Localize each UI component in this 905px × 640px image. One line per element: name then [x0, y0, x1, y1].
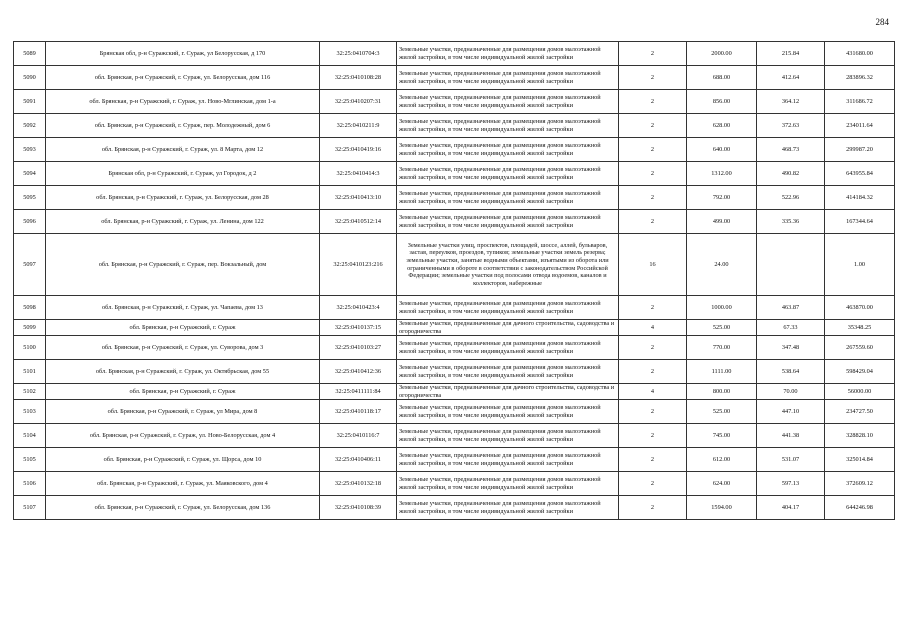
category-cell: 2 — [619, 424, 687, 448]
address-cell: обл. Брянская, р-н Суражский, г. Сураж, пер. Вокзальный, дом — [46, 234, 320, 296]
address-cell: обл. Брянская, р-н Суражский, г. Сураж, ул. Чапаева, дом 13 — [46, 296, 320, 320]
land-use-cell: Земельные участки, предназначенные для размещения домов малоэтажной жилой застройки, в том числе индивидуальной жилой застройки — [397, 360, 619, 384]
row-number: 5090 — [14, 66, 46, 90]
row-number: 5098 — [14, 296, 46, 320]
cadastral-number-cell: 32:25:0410412:36 — [320, 360, 397, 384]
row-number: 5097 — [14, 234, 46, 296]
area-cell: 856.00 — [687, 90, 757, 114]
address-cell: Брянская обл, р-н Суражский, г. Сураж, ул Белорусская, д 170 — [46, 42, 320, 66]
area-cell: 800.00 — [687, 384, 757, 400]
cadastral-value-cell: 311686.72 — [825, 90, 895, 114]
cadastral-value-cell: 598429.04 — [825, 360, 895, 384]
cadastral-value-cell: 644246.98 — [825, 496, 895, 520]
area-cell: 688.00 — [687, 66, 757, 90]
specific-value-cell: 447.10 — [757, 400, 825, 424]
area-cell: 1000.00 — [687, 296, 757, 320]
table-row — [14, 336, 895, 360]
row-number: 5107 — [14, 496, 46, 520]
address-cell: Брянская обл, р-н Суражский, г. Сураж, ул Городок, д 2 — [46, 162, 320, 186]
address-cell: обл. Брянская, р-н Суражский, г. Сураж, пер. Молодежный, дом 6 — [46, 114, 320, 138]
specific-value-cell: 335.36 — [757, 210, 825, 234]
category-cell: 2 — [619, 336, 687, 360]
cadastral-value-cell: 372609.12 — [825, 472, 895, 496]
specific-value-cell: 215.84 — [757, 42, 825, 66]
table-row — [14, 234, 895, 296]
category-cell: 2 — [619, 360, 687, 384]
area-cell: 745.00 — [687, 424, 757, 448]
land-use-cell: Земельные участки, предназначенные для дачного строительства, садоводства и огородничества — [397, 320, 619, 336]
land-use-cell: Земельные участки, предназначенные для размещения домов малоэтажной жилой застройки, в том числе индивидуальной жилой застройки — [397, 424, 619, 448]
address-cell: обл. Брянская, р-н Суражский, г. Сураж, ул. Маяковского, дом 4 — [46, 472, 320, 496]
land-use-cell: Земельные участки, предназначенные для размещения домов малоэтажной жилой застройки, в том числе индивидуальной жилой застройки — [397, 66, 619, 90]
cadastral-number-cell: 32:25:0411111:84 — [320, 384, 397, 400]
address-cell: обл. Брянская, р-н Суражский, г. Сураж, ул. Октябрьская, дом 55 — [46, 360, 320, 384]
land-use-cell: Земельные участки, предназначенные для размещения домов малоэтажной жилой застройки, в том числе индивидуальной жилой застройки — [397, 162, 619, 186]
cadastral-value-cell: 1.00 — [825, 234, 895, 296]
table-row — [14, 384, 895, 400]
area-cell: 525.00 — [687, 320, 757, 336]
specific-value-cell — [757, 234, 825, 296]
category-cell: 2 — [619, 138, 687, 162]
row-number: 5106 — [14, 472, 46, 496]
cadastral-value-cell: 299987.20 — [825, 138, 895, 162]
area-cell: 499.00 — [687, 210, 757, 234]
land-use-cell: Земельные участки, предназначенные для размещения домов малоэтажной жилой застройки, в том числе индивидуальной жилой застройки — [397, 210, 619, 234]
land-use-cell: Земельные участки улиц, проспектов, площадей, шоссе, аллей, бульваров, застав, переулков, проездов, тупиков; земельные участки земель резерва; земельные участки, занятые водными объектами, изъятыми из оборота или ограниченными в обороте в соответствии с законодательством Российской Федерации; земельные участки под полосами отвода водоемов, каналов и коллекторов, набережные — [397, 234, 619, 296]
row-number: 5100 — [14, 336, 46, 360]
land-use-cell: Земельные участки, предназначенные для размещения домов малоэтажной жилой застройки, в том числе индивидуальной жилой застройки — [397, 472, 619, 496]
cadastral-number-cell: 32:25:0410108:28 — [320, 66, 397, 90]
cadastral-value-cell: 56000.00 — [825, 384, 895, 400]
specific-value-cell: 404.17 — [757, 496, 825, 520]
category-cell: 2 — [619, 472, 687, 496]
address-cell: обл. Брянская, р-н Суражский, г. Сураж, ул. Белорусская, дом 116 — [46, 66, 320, 90]
table-row — [14, 424, 895, 448]
specific-value-cell: 468.73 — [757, 138, 825, 162]
address-cell: обл. Брянская, р-н Суражский, г. Сураж, ул. 8 Марта, дом 12 — [46, 138, 320, 162]
land-use-cell: Земельные участки, предназначенные для размещения домов малоэтажной жилой застройки, в том числе индивидуальной жилой застройки — [397, 186, 619, 210]
land-use-cell: Земельные участки, предназначенные для дачного строительства, садоводства и огородничества — [397, 384, 619, 400]
category-cell: 4 — [619, 320, 687, 336]
cadastral-value-cell: 325014.84 — [825, 448, 895, 472]
specific-value-cell: 372.63 — [757, 114, 825, 138]
category-cell: 16 — [619, 234, 687, 296]
category-cell: 2 — [619, 162, 687, 186]
area-cell: 640.00 — [687, 138, 757, 162]
address-cell: обл. Брянская, р-н Суражский, г. Сураж, ул. Белорусская, дом 28 — [46, 186, 320, 210]
cadastral-value-cell: 167344.64 — [825, 210, 895, 234]
area-cell: 1312.00 — [687, 162, 757, 186]
category-cell: 2 — [619, 400, 687, 424]
row-number: 5101 — [14, 360, 46, 384]
category-cell: 2 — [619, 496, 687, 520]
category-cell: 2 — [619, 186, 687, 210]
cadastral-number-cell: 32:25:0410512:14 — [320, 210, 397, 234]
area-cell: 1111.00 — [687, 360, 757, 384]
area-cell: 628.00 — [687, 114, 757, 138]
specific-value-cell: 538.64 — [757, 360, 825, 384]
area-cell: 24.00 — [687, 234, 757, 296]
address-cell: обл. Брянская, р-н Суражский, г. Сураж, ул. Ленина, дом 122 — [46, 210, 320, 234]
cadastral-number-cell: 32:25:0410211:9 — [320, 114, 397, 138]
category-cell: 2 — [619, 66, 687, 90]
address-cell: обл. Брянская, р-н Суражский, г. Сураж, ул. Ново-Мглинская, дом 1-а — [46, 90, 320, 114]
land-use-cell: Земельные участки, предназначенные для размещения домов малоэтажной жилой застройки, в том числе индивидуальной жилой застройки — [397, 138, 619, 162]
table-row — [14, 90, 895, 114]
area-cell: 2000.00 — [687, 42, 757, 66]
address-cell: обл. Брянская, р-н Суражский, г. Сураж, ул. Суворова, дом 3 — [46, 336, 320, 360]
table-row — [14, 138, 895, 162]
page-number: 284 — [875, 17, 889, 27]
table-row — [14, 496, 895, 520]
land-use-cell: Земельные участки, предназначенные для размещения домов малоэтажной жилой застройки, в том числе индивидуальной жилой застройки — [397, 42, 619, 66]
cadastral-value-cell: 234011.64 — [825, 114, 895, 138]
area-cell: 770.00 — [687, 336, 757, 360]
row-number: 5093 — [14, 138, 46, 162]
table-row — [14, 162, 895, 186]
category-cell: 2 — [619, 42, 687, 66]
row-number: 5095 — [14, 186, 46, 210]
specific-value-cell: 364.12 — [757, 90, 825, 114]
specific-value-cell: 522.96 — [757, 186, 825, 210]
cadastral-value-table — [13, 41, 895, 520]
specific-value-cell: 70.00 — [757, 384, 825, 400]
land-use-cell: Земельные участки, предназначенные для размещения домов малоэтажной жилой застройки, в том числе индивидуальной жилой застройки — [397, 400, 619, 424]
address-cell: обл. Брянская, р-н Суражский, г. Сураж, ул Мира, дом 8 — [46, 400, 320, 424]
specific-value-cell: 412.64 — [757, 66, 825, 90]
land-use-cell: Земельные участки, предназначенные для размещения домов малоэтажной жилой застройки, в том числе индивидуальной жилой застройки — [397, 448, 619, 472]
cadastral-value-cell: 328828.10 — [825, 424, 895, 448]
category-cell: 2 — [619, 210, 687, 234]
row-number: 5094 — [14, 162, 46, 186]
specific-value-cell: 463.87 — [757, 296, 825, 320]
cadastral-number-cell: 32:25:0410123:216 — [320, 234, 397, 296]
specific-value-cell: 597.13 — [757, 472, 825, 496]
cadastral-number-cell: 32:25:0410704:3 — [320, 42, 397, 66]
land-use-cell: Земельные участки, предназначенные для размещения домов малоэтажной жилой застройки, в том числе индивидуальной жилой застройки — [397, 90, 619, 114]
specific-value-cell: 347.48 — [757, 336, 825, 360]
category-cell: 2 — [619, 448, 687, 472]
land-use-cell: Земельные участки, предназначенные для размещения домов малоэтажной жилой застройки, в том числе индивидуальной жилой застройки — [397, 114, 619, 138]
cadastral-value-cell: 414184.32 — [825, 186, 895, 210]
address-cell: обл. Брянская, р-н Суражский, г. Сураж — [46, 384, 320, 400]
cadastral-value-cell: 283896.32 — [825, 66, 895, 90]
area-cell: 525.00 — [687, 400, 757, 424]
cadastral-number-cell: 32:25:0410207:31 — [320, 90, 397, 114]
land-use-cell: Земельные участки, предназначенные для размещения домов малоэтажной жилой застройки, в том числе индивидуальной жилой застройки — [397, 496, 619, 520]
cadastral-number-cell: 32:25:0410423:4 — [320, 296, 397, 320]
address-cell: обл. Брянская, р-н Суражский, г. Сураж, ул. Ново-Белорусская, дом 4 — [46, 424, 320, 448]
cadastral-number-cell: 32:25:0410132:18 — [320, 472, 397, 496]
table-row — [14, 472, 895, 496]
land-use-cell: Земельные участки, предназначенные для размещения домов малоэтажной жилой застройки, в том числе индивидуальной жилой застройки — [397, 296, 619, 320]
cadastral-number-cell: 32:25:0410419:16 — [320, 138, 397, 162]
address-cell: обл. Брянская, р-н Суражский, г. Сураж, ул. Белорусская, дом 136 — [46, 496, 320, 520]
table-row — [14, 210, 895, 234]
address-cell: обл. Брянская, р-н Суражский, г. Сураж — [46, 320, 320, 336]
address-cell: обл. Брянская, р-н Суражский, г. Сураж, ул. Щорса, дом 10 — [46, 448, 320, 472]
cadastral-number-cell: 32:25:0410108:39 — [320, 496, 397, 520]
specific-value-cell: 531.07 — [757, 448, 825, 472]
area-cell: 792.00 — [687, 186, 757, 210]
table-row — [14, 296, 895, 320]
cadastral-value-cell: 234727.50 — [825, 400, 895, 424]
table-body — [14, 42, 895, 520]
table-row — [14, 320, 895, 336]
row-number: 5102 — [14, 384, 46, 400]
row-number: 5096 — [14, 210, 46, 234]
specific-value-cell: 441.38 — [757, 424, 825, 448]
cadastral-number-cell: 32:25:0410406:11 — [320, 448, 397, 472]
specific-value-cell: 67.33 — [757, 320, 825, 336]
category-cell: 2 — [619, 114, 687, 138]
cadastral-number-cell: 32:25:0410414:3 — [320, 162, 397, 186]
row-number: 5092 — [14, 114, 46, 138]
cadastral-number-cell: 32:25:0410137:15 — [320, 320, 397, 336]
specific-value-cell: 490.82 — [757, 162, 825, 186]
cadastral-value-cell: 267559.60 — [825, 336, 895, 360]
row-number: 5105 — [14, 448, 46, 472]
cadastral-number-cell: 32:25:0410118:17 — [320, 400, 397, 424]
cadastral-value-cell: 643955.84 — [825, 162, 895, 186]
area-cell: 612.00 — [687, 448, 757, 472]
row-number: 5104 — [14, 424, 46, 448]
row-number: 5103 — [14, 400, 46, 424]
table-row — [14, 114, 895, 138]
table-row — [14, 448, 895, 472]
row-number: 5099 — [14, 320, 46, 336]
area-cell: 1594.00 — [687, 496, 757, 520]
row-number: 5091 — [14, 90, 46, 114]
table-row — [14, 42, 895, 66]
cadastral-number-cell: 32:25:0410413:10 — [320, 186, 397, 210]
table-row — [14, 66, 895, 90]
table-row — [14, 186, 895, 210]
table-row — [14, 400, 895, 424]
category-cell: 2 — [619, 90, 687, 114]
cadastral-number-cell: 32:25:0410116:7 — [320, 424, 397, 448]
land-use-cell: Земельные участки, предназначенные для размещения домов малоэтажной жилой застройки, в том числе индивидуальной жилой застройки — [397, 336, 619, 360]
category-cell: 4 — [619, 384, 687, 400]
area-cell: 624.00 — [687, 472, 757, 496]
cadastral-value-cell: 463870.00 — [825, 296, 895, 320]
row-number: 5089 — [14, 42, 46, 66]
table-row — [14, 360, 895, 384]
cadastral-value-cell: 431680.00 — [825, 42, 895, 66]
cadastral-number-cell: 32:25:0410103:27 — [320, 336, 397, 360]
cadastral-value-cell: 35348.25 — [825, 320, 895, 336]
category-cell: 2 — [619, 296, 687, 320]
